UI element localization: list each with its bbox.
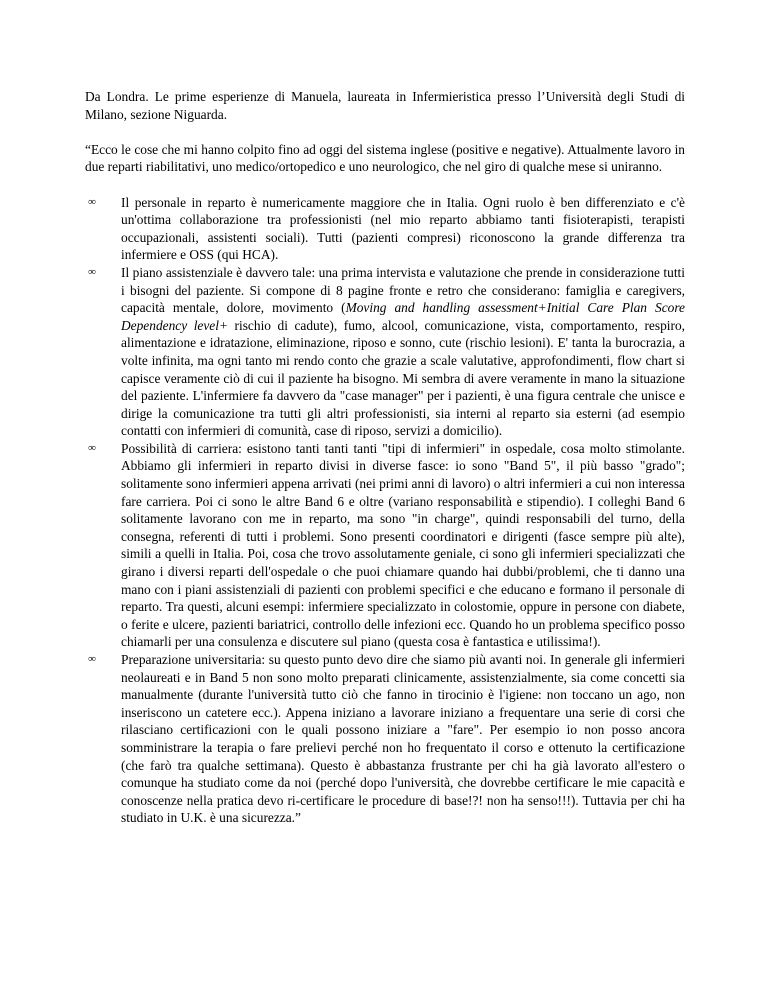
bullet-text-part: Il piano assistenziale è davvero tale: una prima intervista e valutazione che prende in considerazione tutti i bisogni del paziente. Si compone di 8 pagine fronte e retro che considerano: famiglia e caregivers, capacità mentale, dolore, movimento (: [121, 264, 685, 316]
document-page: [85, 88, 685, 827]
bullet-icon: ∞: [88, 265, 96, 278]
bullet-icon: ∞: [88, 653, 96, 665]
list-item: [85, 194, 685, 264]
bullet-text: [121, 265, 685, 438]
list-item: [85, 651, 685, 827]
bullet-text: Preparazione universitaria: su questo punto devo dire che siamo più avanti noi. In generale gli infermieri neolaureati e in Band 5 non sono molto preparati clinicamente, assistenzialmente, sia come concetti sia manualmente (durante l'università tutto ciò che fanno in tirocinio è l'igiene: non toccano un ago, non inseriscono un catetere ecc.). Appena iniziano a lavorare iniziano a frequentare una serie di corsi che rilasciano certificazioni con le quali possono iniziare a "fare". Per esempio io non posso ancora somministrare la terapia o fare prelievi perché non ho frequentato il corso e ottenuto la certificazione (che farò tra qualche settimana). Questo è abbastanza frustrante per chi ha già lavorato all'estero o comunque ha studiato come da noi (perché dopo l'università, che dovrebbe certificare le mie capacità e conoscenze nella pratica devo ri-certificare le procedure di base!?! non ha senso!!!). Tuttavia per chi ha studiato in U.K. è una sicurezza.”: [121, 652, 685, 826]
list-item: [85, 264, 685, 440]
bullet-list: [85, 194, 685, 827]
quote-intro-paragraph: “Ecco le cose che mi hanno colpito fino ad oggi del sistema inglese (positive e negative). Attualmente lavoro in due reparti riabilitativi, uno medico/ortopedico e uno neurologico, che nel giro di qualche mese si uniranno.: [85, 141, 685, 175]
bullet-text: Il personale in reparto è numericamente maggiore che in Italia. Ogni ruolo è ben differenziato e c'è un'ottima collaborazione tra professionisti (nel mio reparto abbiamo tanti fisioterapisti, terapisti occupazionali, assistenti sociali). Tutti (pazienti compresi) riconoscono la grande differenza tra infermiere e OSS (qui HCA).: [121, 194, 685, 263]
bullet-text: Possibilità di carriera: esistono tanti tanti tanti "tipi di infermieri" in ospedale, cosa molto stimolante. Abbiamo gli infermieri in reparto divisi in diverse fasce: io sono "Band 5", il più basso "grado"; solitamente sono infermieri appena arrivati (nei primi anni di lavoro) o altri infermieri a cui non interessa fare carriera. Poi ci sono le altre Band 6 e oltre (variano responsabilità e stipendio). I colleghi Band 6 solitamente lavorano con me in reparto, ma sono "in charge", quindi responsabili del turno, della consegna, referenti di tutti i problemi. Sono presenti coordinatori e dirigenti (fasce sempre più alte), simili a quelli in Italia. Poi, cosa che trovo assolutamente geniale, ci sono gli infermieri specializzati che girano i diversi reparti dell'ospedale o che puoi chiamare quando hai dubbi/problemi, che ti danno una mano con i piani assistenziali di pazienti con problemi specifici e che educano e formano il personale di reparto. Tra questi, alcuni esempi: infermiere specializzato in colostomie, oppure in persone con diabete, o ferite e ulcere, pazienti bariatrici, controllo delle infezioni ecc. Quando ho un problema specifico posso chiamarli per una consulenza e discutere sul piano (questa cosa è fantastica e utilissima!).: [121, 440, 685, 650]
bullet-text-part: rischio di cadute), fumo, alcool, comunicazione, vista, comportamento, respiro, alimentazione e idratazione, eliminazione, riposo e sonno, cute (rischio lesioni). E' tanta la burocrazia, a volte infinita, ma ogni tanto mi rendo conto che grazie a scale valutative, approfondimenti, flow chart si capisce veramente ciò di cui il paziente ha bisogno. Mi sembra di avere veramente in mano la situazione del paziente. L'infermiere fa davvero da "case manager" per i pazienti, è una figura centrale che unisce e dirige la comunicazione tra tutti gli altri professionisti, sia interni al reparto sia esterni (ad esempio contatti con infermieri di comunità, case di riposo, servizi a domicilio).: [121, 317, 686, 439]
intro-paragraph: Da Londra. Le prime esperienze di Manuela, laureata in Infermieristica presso l’Università degli Studi di Milano, sezione Niguarda.: [85, 89, 685, 122]
list-item: [85, 440, 685, 651]
bullet-text-italic: Moving and handling assessment+Initial Care Plan Score Dependency level+: [121, 300, 685, 333]
bullet-icon: ∞: [88, 441, 96, 454]
bullet-icon: ∞: [88, 195, 96, 208]
